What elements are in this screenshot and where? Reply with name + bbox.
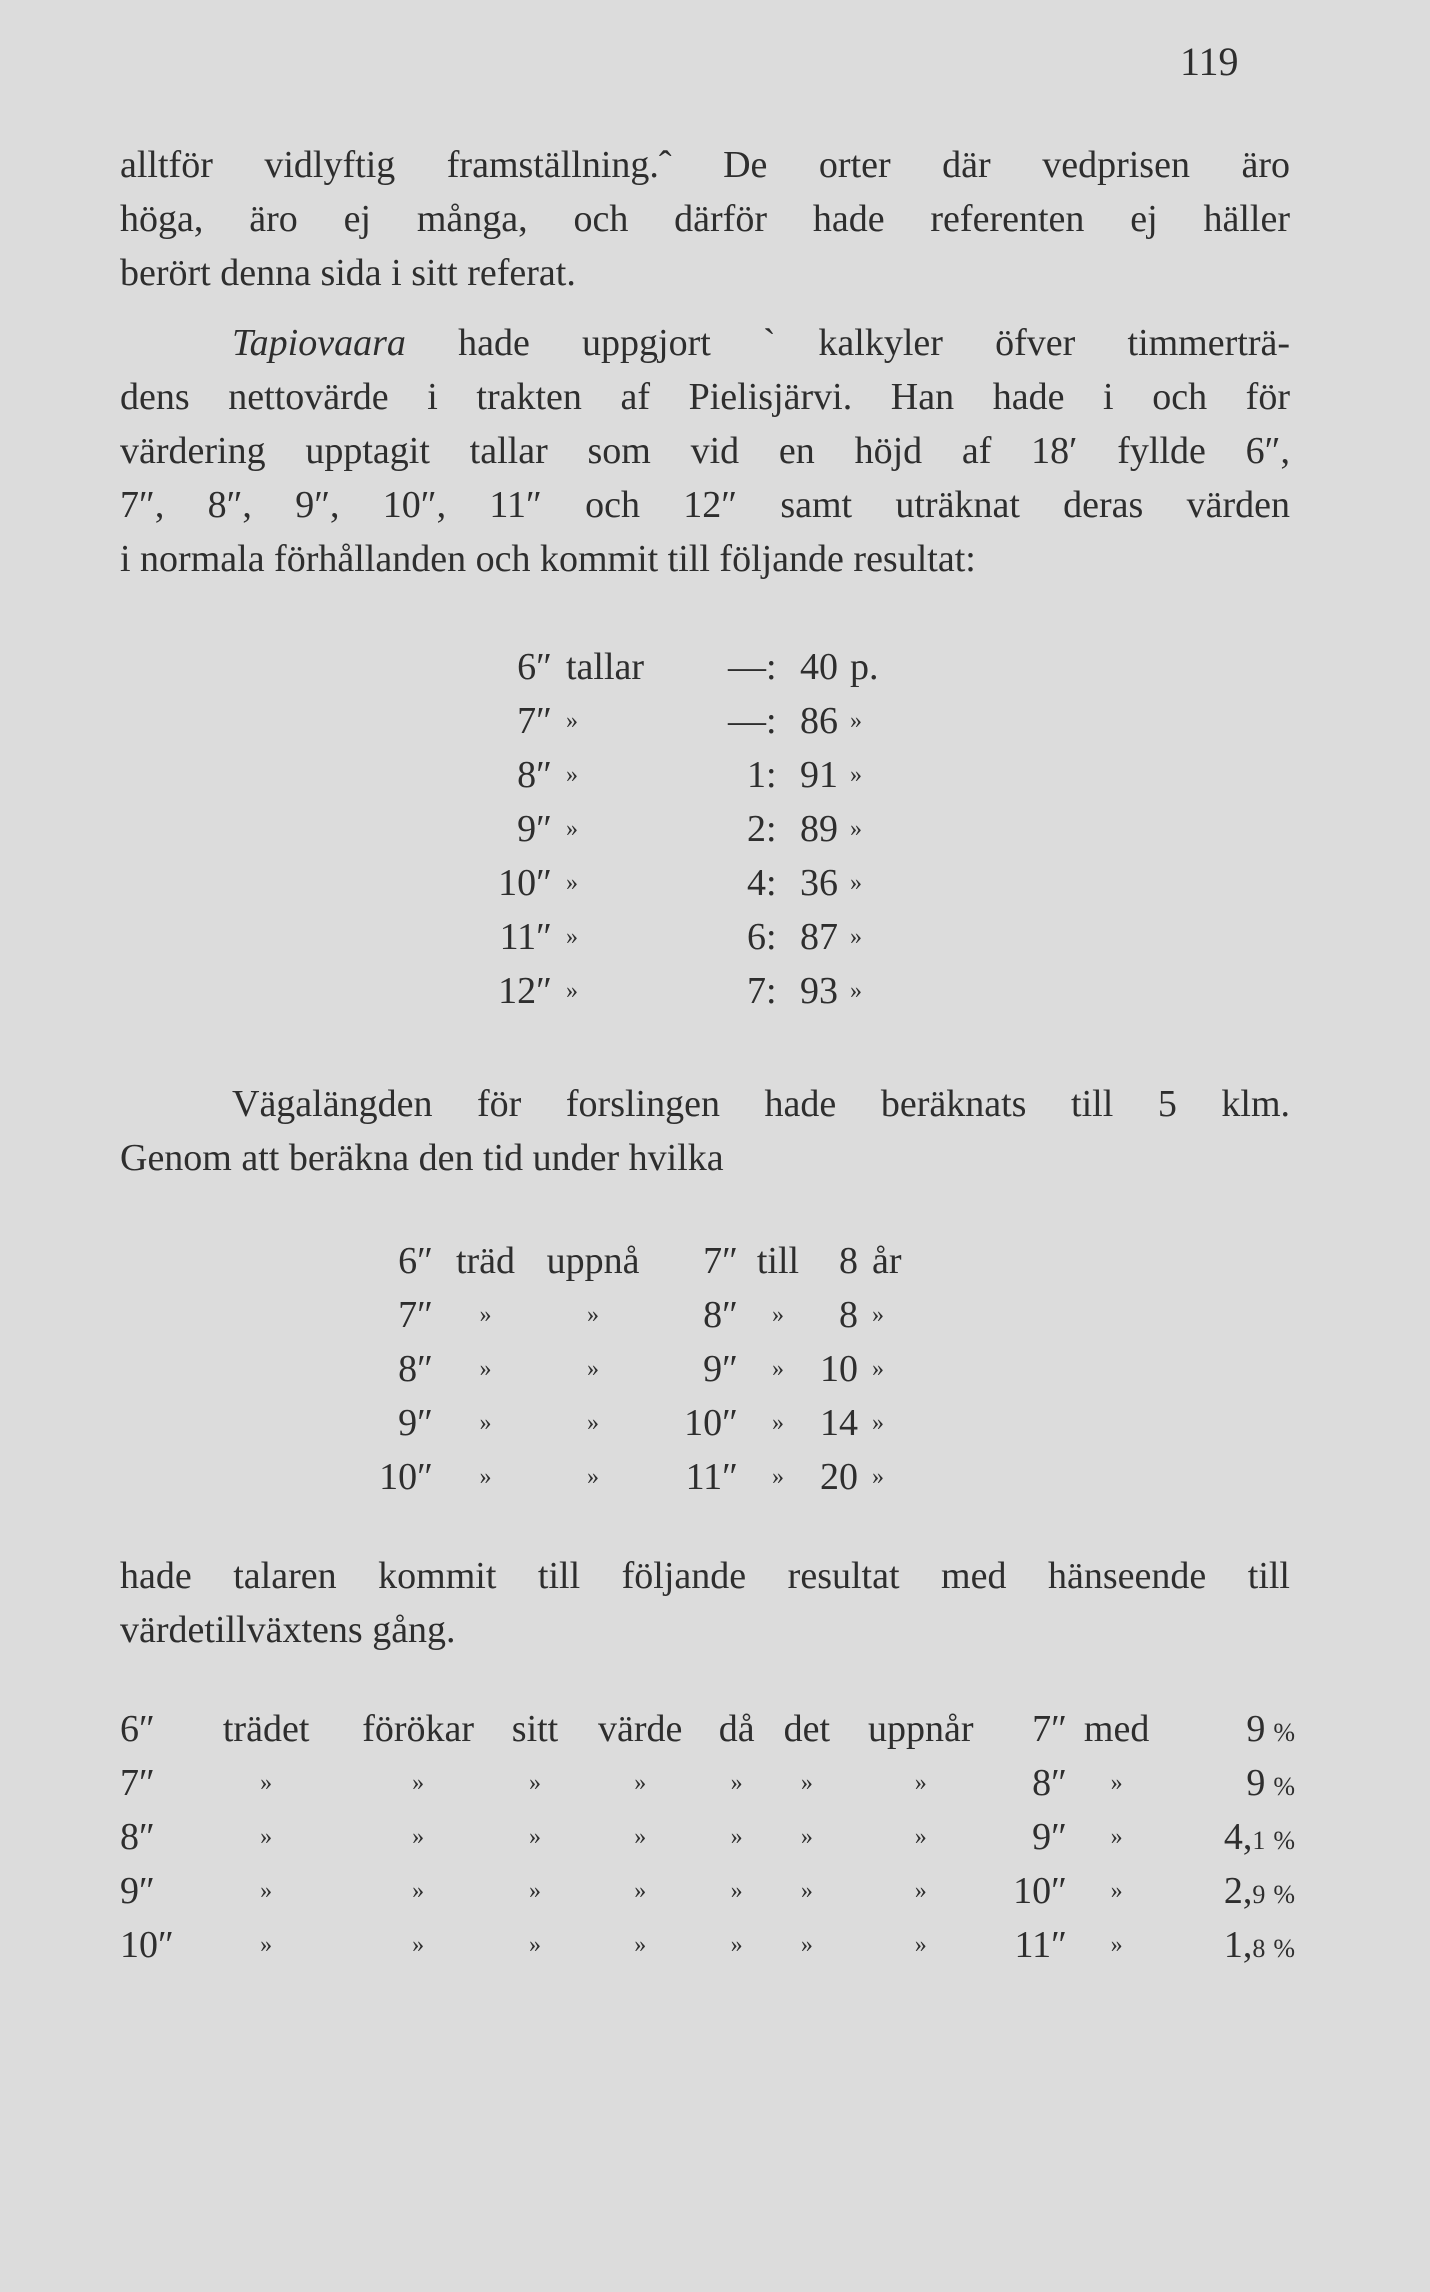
table-row: [480, 802, 890, 856]
till-cell: »: [772, 1463, 784, 1490]
separator: :: [766, 700, 777, 742]
word-cell: »: [800, 1931, 813, 1958]
table-row: [120, 1810, 1295, 1864]
label-cell: tallar: [566, 646, 645, 688]
size-cell: 11″: [499, 916, 552, 958]
table-row: [480, 964, 890, 1018]
to-size: 8″: [703, 1294, 738, 1336]
value-table: [480, 640, 890, 1018]
word-cell: »: [260, 1931, 273, 1958]
shilling-cell: 4: [747, 862, 766, 904]
text-line: 7″, 8″, 9″, 10″, 11″ och 12″ samt uträknat deras värden: [120, 484, 1290, 526]
table-row: [378, 1234, 922, 1288]
med-cell: »: [1110, 1877, 1123, 1904]
to-size: 7″: [703, 1240, 738, 1282]
percent-int: 4,: [1223, 1816, 1253, 1858]
till-cell: »: [772, 1409, 784, 1436]
till-cell: till: [756, 1240, 800, 1282]
word-cell: »: [634, 1877, 647, 1904]
till-cell: »: [772, 1301, 784, 1328]
from-size: 6″: [398, 1240, 433, 1282]
word-cell: »: [800, 1823, 813, 1850]
percent-sign: %: [1273, 1880, 1295, 1909]
label-cell: »: [566, 977, 578, 1004]
to-size: 9″: [703, 1348, 738, 1390]
text-fragment: hade uppgjort ˋkalkyler öfver timmerträ-: [405, 322, 1290, 364]
till-cell: »: [772, 1355, 784, 1382]
table-row: [480, 640, 890, 694]
shilling-cell: 1: [747, 754, 766, 796]
table-row: [378, 1288, 922, 1342]
unit-cell: »: [872, 1463, 884, 1490]
value-cell: 36: [800, 862, 838, 904]
unit-cell: »: [850, 707, 862, 734]
separator: :: [766, 970, 777, 1012]
from-size: 10″: [120, 1924, 174, 1966]
percent-sign: %: [1273, 1772, 1295, 1801]
word-cell: förökar: [362, 1708, 475, 1750]
unit-cell: »: [850, 977, 862, 1004]
value-cell: 91: [800, 754, 838, 796]
text-line: alltför vidlyftig framställning.ˆ De orter där vedprisen äro: [120, 144, 1290, 186]
to-size: 9″: [1032, 1816, 1067, 1858]
word-cell: det: [783, 1708, 831, 1750]
word-cell: »: [914, 1877, 927, 1904]
table-row: [378, 1450, 922, 1504]
label-cell: »: [566, 869, 578, 896]
word-cell: »: [730, 1823, 743, 1850]
years-cell: 20: [820, 1456, 858, 1498]
label-cell: »: [566, 815, 578, 842]
word-cell: »: [412, 1877, 425, 1904]
percent-int: 9: [1246, 1708, 1266, 1750]
word-cell: »: [800, 1877, 813, 1904]
percent-cell: [1166, 1864, 1295, 1918]
unit-cell: »: [850, 923, 862, 950]
value-growth-table: [120, 1702, 1295, 1972]
percent-int: 9: [1246, 1762, 1266, 1804]
ditto-cell: träd: [455, 1240, 516, 1282]
table-row: [480, 694, 890, 748]
percent-int: 2,: [1223, 1870, 1253, 1912]
percent-decimal: 1: [1252, 1826, 1266, 1855]
value-cell: 93: [800, 970, 838, 1012]
percent-cell: [1166, 1918, 1295, 1972]
unit-cell: »: [850, 761, 862, 788]
shilling-cell: 7: [747, 970, 766, 1012]
text-line: värdetillväxtens gång.: [120, 1609, 456, 1651]
word-cell: »: [914, 1931, 927, 1958]
growth-time-table: [378, 1234, 922, 1504]
ditto-cell: »: [479, 1463, 492, 1490]
from-size: 7″: [398, 1294, 433, 1336]
to-size: 8″: [1032, 1762, 1067, 1804]
percent-cell: [1166, 1756, 1295, 1810]
size-cell: 12″: [498, 970, 552, 1012]
from-size: 9″: [398, 1402, 433, 1444]
unit-cell: »: [850, 815, 862, 842]
med-cell: »: [1110, 1769, 1123, 1796]
word-cell: trädet: [222, 1708, 310, 1750]
word-cell: »: [260, 1769, 273, 1796]
word-cell: »: [529, 1931, 542, 1958]
word-cell: »: [529, 1877, 542, 1904]
word-cell: »: [529, 1769, 542, 1796]
size-cell: 6″: [517, 646, 552, 688]
ditto-cell: »: [587, 1463, 599, 1490]
word-cell: »: [914, 1769, 927, 1796]
percent-sign: %: [1273, 1934, 1295, 1963]
table-row: [120, 1756, 1295, 1810]
size-cell: 10″: [498, 862, 552, 904]
paragraph-1: [120, 138, 1290, 300]
ditto-cell: »: [479, 1355, 492, 1382]
from-size: 8″: [120, 1816, 155, 1858]
value-cell: 87: [800, 916, 838, 958]
separator: :: [766, 808, 777, 850]
text-line: värdering upptagit tallar som vid en höjd af 18′ fyllde 6″,: [120, 430, 1290, 472]
text-line: berört denna sida i sitt referat.: [120, 252, 576, 294]
table-row: [120, 1864, 1295, 1918]
size-cell: 8″: [517, 754, 552, 796]
table-row: [120, 1918, 1295, 1972]
to-size: 7″: [1032, 1708, 1067, 1750]
shilling-cell: 2: [747, 808, 766, 850]
text-line: höga, äro ej många, och därför hade referenten ej häller: [120, 198, 1290, 240]
table-row: [378, 1396, 922, 1450]
ditto-cell: »: [587, 1301, 599, 1328]
separator: :: [766, 754, 777, 796]
unit-cell: år: [872, 1240, 902, 1282]
unit-cell: »: [850, 869, 862, 896]
med-cell: med: [1083, 1708, 1150, 1750]
percent-decimal: 9: [1252, 1880, 1266, 1909]
from-size: 10″: [379, 1456, 433, 1498]
size-cell: 9″: [517, 808, 552, 850]
word-cell: »: [730, 1877, 743, 1904]
text-line: [120, 316, 1290, 370]
paragraph-4: [120, 1549, 1290, 1657]
word-cell: »: [260, 1823, 273, 1850]
word-cell: sitt: [511, 1708, 559, 1750]
value-cell: 89: [800, 808, 838, 850]
unit-cell: »: [872, 1409, 884, 1436]
ditto-cell: uppnå: [546, 1240, 640, 1282]
word-cell: »: [634, 1823, 647, 1850]
med-cell: »: [1110, 1823, 1123, 1850]
value-cell: 40: [800, 646, 838, 688]
percent-int: 1,: [1223, 1924, 1253, 1966]
years-cell: 14: [820, 1402, 858, 1444]
percent-sign: %: [1273, 1826, 1295, 1855]
word-cell: »: [529, 1823, 542, 1850]
years-cell: 8: [839, 1240, 858, 1282]
to-size: 11″: [685, 1456, 738, 1498]
from-size: 8″: [398, 1348, 433, 1390]
size-cell: 7″: [517, 700, 552, 742]
percent-cell: [1166, 1810, 1295, 1864]
to-size: 11″: [1014, 1924, 1067, 1966]
text-line: i normala förhållanden och kommit till följande resultat:: [120, 538, 976, 580]
word-cell: »: [800, 1769, 813, 1796]
text-line: hade talaren kommit till följande resultat med hänseende till: [120, 1555, 1290, 1597]
text-line: dens nettovärde i trakten af Pielisjärvi. Han hade i och för: [120, 376, 1290, 418]
label-cell: »: [566, 707, 578, 734]
label-cell: »: [566, 923, 578, 950]
word-cell: uppnår: [868, 1708, 974, 1750]
word-cell: »: [412, 1823, 425, 1850]
separator: :: [766, 862, 777, 904]
author-name: Tapiovaara: [232, 322, 406, 364]
paragraph-2: [120, 316, 1290, 586]
word-cell: »: [730, 1769, 743, 1796]
table-row: [480, 748, 890, 802]
from-size: 7″: [120, 1762, 155, 1804]
label-cell: »: [566, 761, 578, 788]
text-line: Vägalängden för forslingen hade beräknats till 5 klm.: [232, 1083, 1290, 1125]
ditto-cell: »: [479, 1301, 492, 1328]
word-cell: »: [412, 1769, 425, 1796]
separator: :: [766, 916, 777, 958]
ditto-cell: »: [587, 1355, 599, 1382]
med-cell: »: [1110, 1931, 1123, 1958]
word-cell: då: [718, 1708, 755, 1750]
percent-cell: [1166, 1702, 1295, 1756]
word-cell: »: [914, 1823, 927, 1850]
separator: :: [766, 646, 777, 688]
percent-sign: %: [1273, 1718, 1295, 1747]
percent-decimal: 8: [1252, 1934, 1266, 1963]
shilling-cell: 6: [747, 916, 766, 958]
years-cell: 8: [839, 1294, 858, 1336]
table-row: [480, 910, 890, 964]
value-cell: 86: [800, 700, 838, 742]
from-size: 6″: [120, 1708, 155, 1750]
shilling-cell: —: [728, 700, 766, 742]
ditto-cell: »: [587, 1409, 599, 1436]
table-row: [120, 1702, 1295, 1756]
word-cell: »: [260, 1877, 273, 1904]
to-size: 10″: [1013, 1870, 1067, 1912]
table-row: [378, 1342, 922, 1396]
years-cell: 10: [820, 1348, 858, 1390]
word-cell: värde: [598, 1708, 683, 1750]
text-line: Genom att beräkna den tid under hvilka: [120, 1137, 724, 1179]
word-cell: »: [412, 1931, 425, 1958]
word-cell: »: [730, 1931, 743, 1958]
paragraph-3: [120, 1077, 1290, 1185]
unit-cell: »: [872, 1301, 884, 1328]
unit-cell: »: [872, 1355, 884, 1382]
word-cell: »: [634, 1769, 647, 1796]
word-cell: »: [634, 1931, 647, 1958]
ditto-cell: »: [479, 1409, 492, 1436]
from-size: 9″: [120, 1870, 155, 1912]
shilling-cell: —: [728, 646, 766, 688]
unit-cell: p.: [850, 646, 879, 688]
page-number: 119: [1180, 39, 1239, 84]
to-size: 10″: [684, 1402, 738, 1444]
table-row: [480, 856, 890, 910]
